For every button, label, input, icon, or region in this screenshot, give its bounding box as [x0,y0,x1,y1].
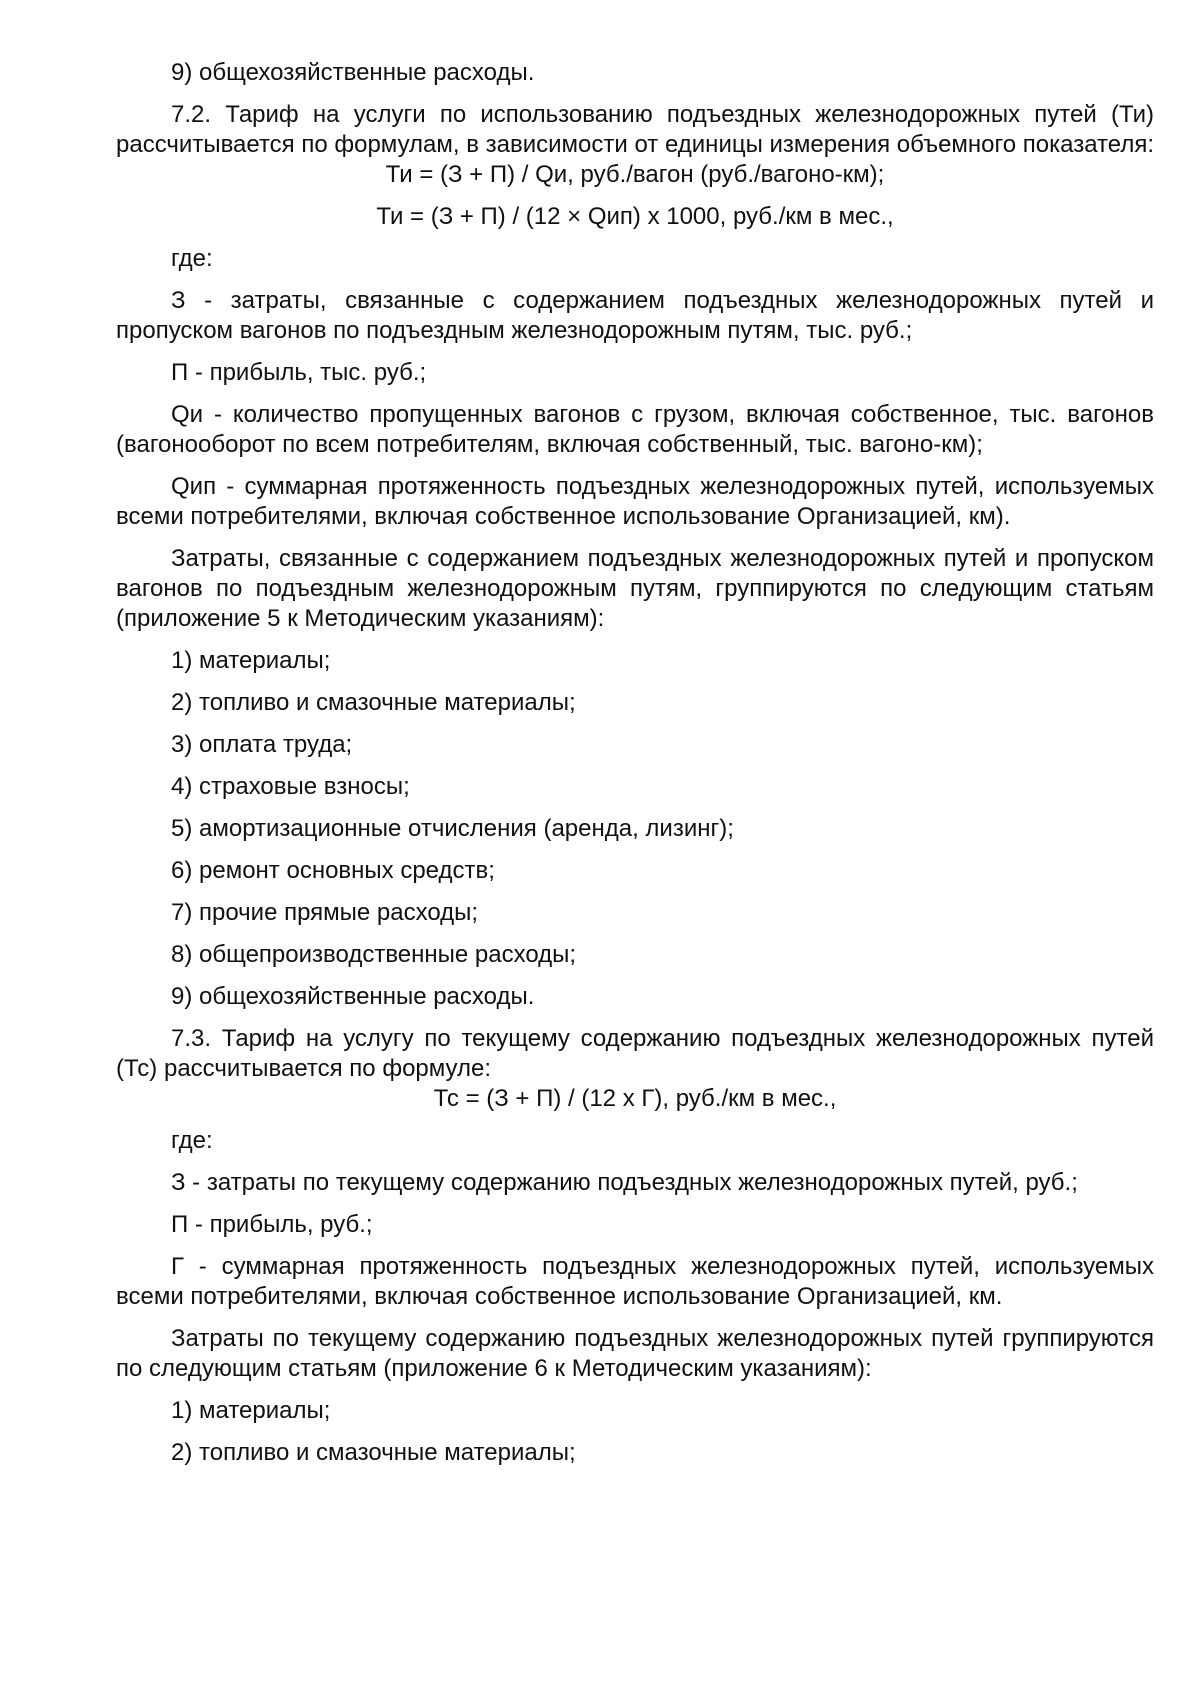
formula: Ти = (З + П) / Qи, руб./вагон (руб./вагоно-км); [385,161,885,188]
list-item: 4) страховые взносы; [171,773,410,800]
list-item: 6) ремонт основных средств; [171,857,495,884]
paragraph: Qи - количество пропущенных вагонов с грузом, включая собственное, тыс. вагонов (вагонооборот по всем потребителям, включая собственный, тыс. вагоно-км); [116,401,1154,458]
document-page [116,58,1154,1480]
list-item: 2) топливо и смазочные материалы; [171,689,576,716]
paragraph: Затраты по текущему содержанию подъездных железнодорожных путей группируются по следующим статьям (приложение 6 к Методическим указаниям): [116,1325,1154,1382]
list-item: 3) оплата труда; [171,731,353,758]
list-item: 7) прочие прямые расходы; [171,899,479,926]
list-item: 8) общепроизводственные расходы; [171,941,577,968]
paragraph: Г - суммарная протяженность подъездных железнодорожных путей, используемых всеми потребителями, включая собственное использование Организацией, км. [116,1253,1154,1310]
list-item: 1) материалы; [171,1397,331,1424]
formula: Тс = (З + П) / (12 x Г), руб./км в мес., [433,1085,837,1112]
list-item: где: [171,245,213,272]
formula: Ти = (З + П) / (12 × Qип) x 1000, руб./км в мес., [376,203,894,230]
list-item: 1) материалы; [171,647,331,674]
list-item: 9) общехозяйственные расходы. [171,983,535,1010]
paragraph: 7.2. Тариф на услуги по использованию подъездных железнодорожных путей (Ти) рассчитывается по формулам, в зависимости от единицы измерения объемного показателя: [116,101,1154,158]
list-item: где: [171,1127,213,1154]
paragraph: З - затраты, связанные с содержанием подъездных железнодорожных путей и пропуском вагонов по подъездным железнодорожным путям, тыс. руб.; [116,287,1154,344]
paragraph: 7.3. Тариф на услугу по текущему содержанию подъездных железнодорожных путей (Тс) рассчитывается по формуле: [116,1025,1154,1082]
paragraph: Затраты, связанные с содержанием подъездных железнодорожных путей и пропуском вагонов по подъездным железнодорожным путям, группируются по следующим статьям (приложение 5 к Методическим указаниям): [116,545,1154,632]
list-item: 2) топливо и смазочные материалы; [171,1439,576,1466]
list-item: П - прибыль, руб.; [171,1211,373,1238]
paragraph: З - затраты по текущему содержанию подъездных железнодорожных путей, руб.; [171,1169,1078,1196]
list-item: П - прибыль, тыс. руб.; [171,359,427,386]
list-item: 5) амортизационные отчисления (аренда, лизинг); [171,815,734,842]
paragraph: Qип - суммарная протяженность подъездных железнодорожных путей, используемых всеми потребителями, включая собственное использование Организацией, км). [116,473,1154,530]
list-item: 9) общехозяйственные расходы. [171,59,535,86]
